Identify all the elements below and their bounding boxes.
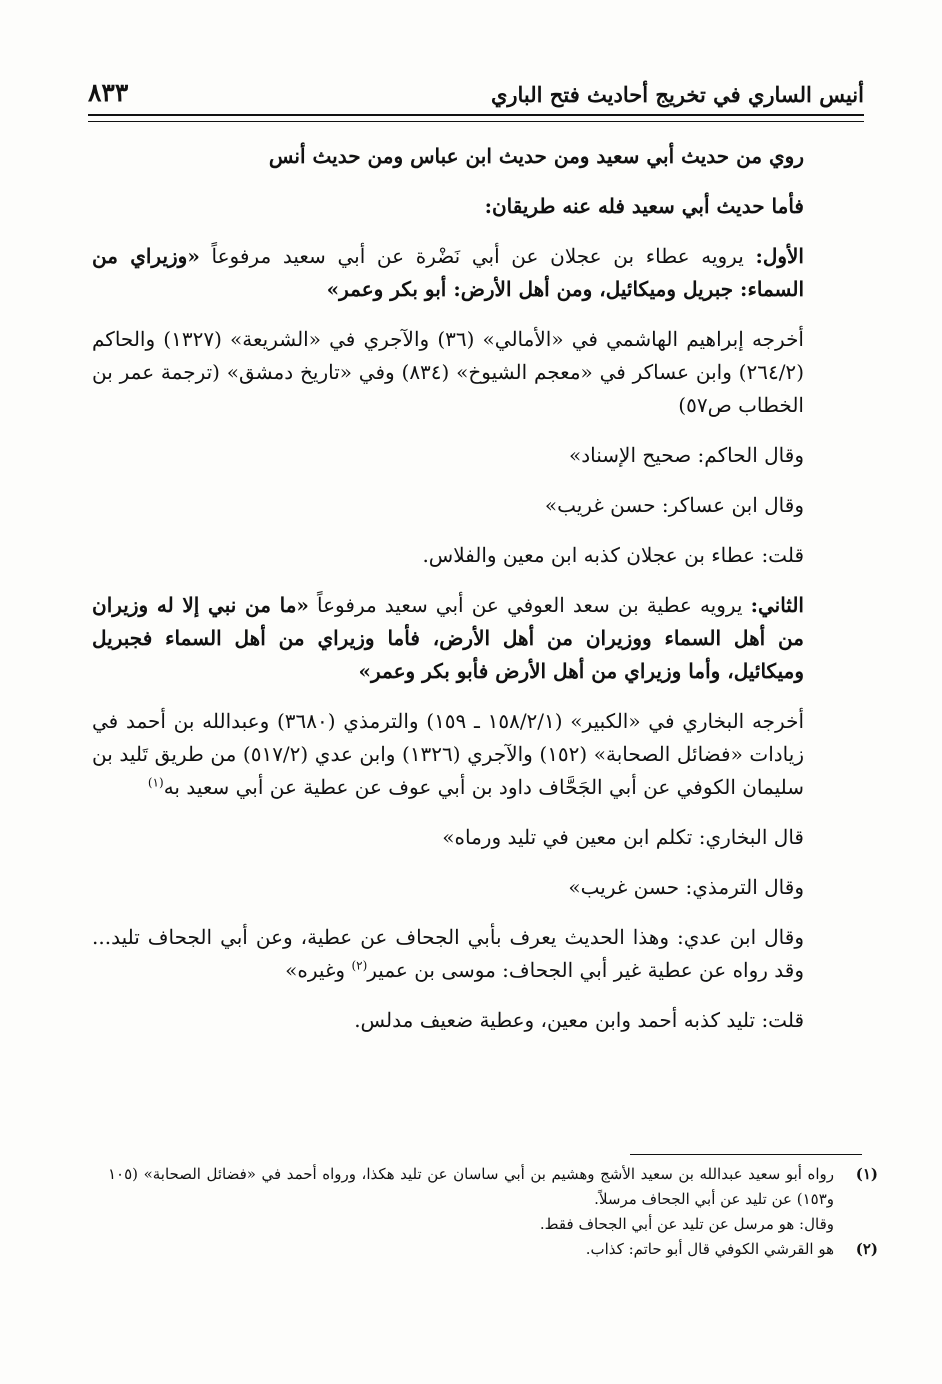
header-rule-thin: [88, 121, 864, 122]
author-note-second: قلت: تليد كذبه أحمد وابن معين، وعطية ضعيف مدلس.: [354, 1008, 804, 1032]
footnote-2: [108, 1237, 878, 1262]
footnote-1-number: (١): [855, 1165, 878, 1183]
footnote-2-number: (٢): [855, 1240, 878, 1258]
main-text: [92, 140, 862, 1037]
hakim-verdict: وقال الحاكم: صحيح الإسناد»: [569, 443, 804, 467]
footnote-1-text-2: وقال: هو مرسل عن تليد عن أبي الجحاف فقط.: [539, 1215, 834, 1233]
ibn-adi-verdict: [92, 921, 862, 987]
intro-line-2: فأما حديث أبي سعيد فله عنه طريقان:: [484, 194, 804, 218]
intro-line: روي من حديث أبي سعيد ومن حديث ابن عباس ومن حديث أنس: [268, 144, 804, 168]
running-header: [88, 78, 864, 108]
footnote-1-continuation: [108, 1212, 878, 1237]
ibn-asakir-verdict: وقال ابن عساكر: حسن غريب»: [544, 493, 804, 517]
header-rule-thick: [88, 114, 864, 116]
page-number: ٨٣٣: [88, 78, 129, 107]
second-route-paragraph: [92, 589, 862, 688]
author-note-first: قلت: عطاء بن عجلان كذبه ابن معين والفلاس.: [422, 543, 804, 567]
footnote-1-text: رواه أبو سعيد عبدالله بن سعيد الأشج وهشيم بن أبي ساسان عن تليد هكذا، ورواه أحمد في «فضائل الصحابة» (١٠٥ و١٥٣) عن تليد عن أبي الجحاف مرسلاً.: [108, 1165, 834, 1208]
footnote-ref-1: (١): [147, 775, 164, 790]
takhrij-first: أخرجه إبراهيم الهاشمي في «الأمالي» (٣٦) والآجري في «الشريعة» (١٣٢٧) والحاكم (٢٦٤/٢) وابن عساكر في «معجم الشيوخ» (٨٣٤) وفي «تاريخ دمشق» (ترجمة عمر بن الخطاب ص٥٧): [92, 327, 804, 417]
takhrij-second-text: أخرجه البخاري في «الكبير» (١٥٨/٢/١ ـ ١٥٩) والترمذي (٣٦٨٠) وعبدالله بن أحمد في زيادات «فضائل الصحابة» (١٥٢) والآجري (١٣٢٦) وابن عدي (٥١٧/٢) من طريق تَليد بن سليمان الكوفي عن أبي الجَحَّاف داود بن أبي عوف عن عطية عن أبي سعيد به: [92, 709, 804, 799]
bukhari-verdict: قال البخاري: تكلم ابن معين في تليد ورماه»: [442, 825, 804, 849]
second-route-hadith: «ما من نبي إلا له وزيران من أهل السماء ووزيران من أهل الأرض، فأما وزيراي من أهل السماء فجبريل وميكائيل، وأما وزيراي من أهل الأرض فأبو بكر وعمر»: [92, 593, 804, 683]
footnotes: [108, 1162, 878, 1262]
first-route-paragraph: [92, 240, 862, 306]
tirmidhi-verdict: وقال الترمذي: حسن غريب»: [568, 875, 804, 899]
book-title: أنيس الساري في تخريج أحاديث فتح الباري: [490, 82, 864, 107]
second-route-text: يرويه عطية بن سعد العوفي عن أبي سعيد مرفوعاً: [308, 593, 751, 617]
footnote-1: [108, 1162, 878, 1212]
second-route-label: الثاني:: [750, 593, 804, 617]
ibn-adi-end: وغيره»: [285, 958, 352, 982]
footnote-ref-2: (٢): [351, 958, 368, 973]
first-route-label: الأول:: [755, 244, 804, 268]
ibn-adi-text: وقال ابن عدي: وهذا الحديث يعرف بأبي الجحاف عن عطية، وعن أبي الجحاف تليد... وقد رواه عن عطية غير أبي الجحاف: موسى بن عمير: [92, 925, 804, 982]
first-route-text: يرويه عطاء بن عجلان عن أبي نَضْرة عن أبي سعيد مرفوعاً: [199, 244, 756, 268]
footnote-2-text: هو القرشي الكوفي قال أبو حاتم: كذاب.: [585, 1240, 834, 1258]
takhrij-second: [92, 705, 862, 804]
first-route-hadith: «وزيراي من السماء: جبريل وميكائيل، ومن أهل الأرض: أبو بكر وعمر»: [92, 244, 804, 301]
footnote-separator: [630, 1154, 862, 1155]
